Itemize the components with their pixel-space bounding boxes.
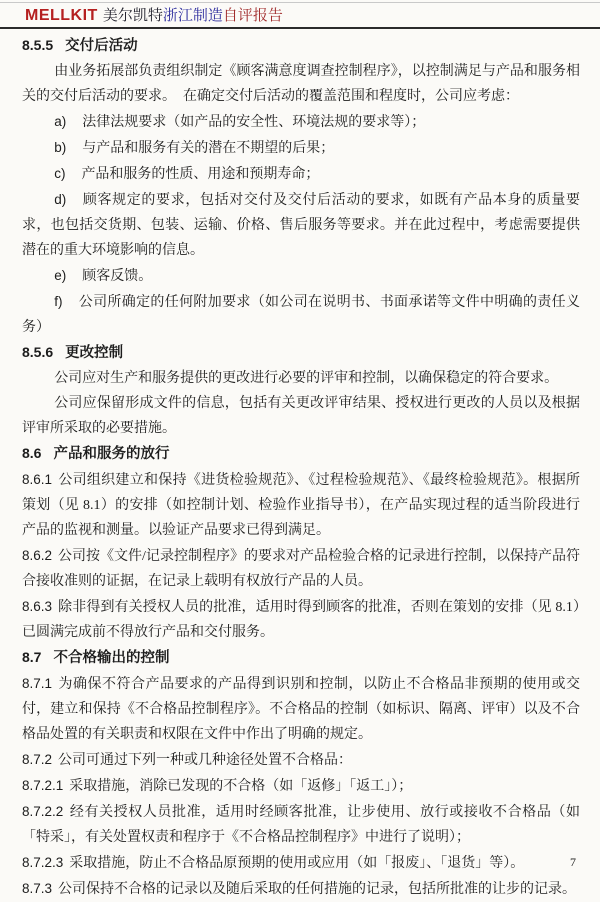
list-item-label: e) (54, 268, 67, 283)
list-item (22, 187, 580, 263)
clause-paragraph (22, 543, 580, 594)
list-item (22, 135, 580, 161)
list-item (22, 289, 580, 340)
clause-number: 8.6.2 (22, 548, 53, 563)
clause-number: 8.7.1 (22, 676, 53, 691)
list-item-label: f) (54, 294, 63, 309)
section-title: 产品和服务的放行 (53, 446, 170, 462)
body-paragraph: 公司应保留形成文件的信息，包括有关更改评审结果、授权进行更改的人员以及根据评审所采取的必要措施。 (22, 396, 580, 436)
document-header (25, 6, 600, 26)
section-heading (22, 645, 580, 671)
clause-text: 为确保不符合产品要求的产品得到识别和控制，以防止不合格品非预期的使用或交付，建立和保持《不合格品控制程序》。不合格品的控制（如标识、隔离、评审）以及不合格品处置的有关职责和权限在文件中作出了明确的规定。 (22, 677, 580, 742)
clause-number: 8.7.2 (22, 752, 53, 767)
list-item-text: 公司所确定的任何附加要求（如公司在说明书、书面承诺等文件中明确的责任义务） (22, 295, 580, 335)
header-divider (0, 27, 600, 29)
clause-number: 8.7.3 (22, 881, 53, 896)
section-number: 8.5.6 (22, 344, 54, 360)
clause-paragraph (22, 467, 580, 543)
list-item-text: 顾客规定的要求，包括对交付及交付后活动的要求，如既有产品本身的质量要求，也包括交货期、包装、运输、价格、售后服务等要求。并在此过程中，考虑需要提供潜在的重大环境影响的信息。 (22, 193, 580, 258)
clause-text: 采取措施，消除已发现的不合格（如「返修」「返工」）； (69, 779, 413, 794)
clause-text: 公司组织建立和保持《进货检验规范》、《过程检验规范》、《最终检验规范》。根据所策划（见 8.1）的安排（如控制计划、检验作业指导书），在产品实现过程的适当阶段进行产品的监视和测量。以验证产品要求已得到满足。 (22, 473, 580, 538)
body-paragraph: 公司应对生产和服务提供的更改进行必要的评审和控制，以确保稳定的符合要求。 (54, 371, 559, 386)
scan-top-edge (0, 2, 600, 3)
clause-paragraph (22, 876, 580, 902)
clause-text: 除非得到有关授权人员的批准，适用时得到顾客的批准，否则在策划的安排（见 8.1）已圆满完成前不得放行产品和交付服务。 (22, 600, 580, 640)
section-title: 交付后活动 (65, 38, 138, 54)
list-item-label: a) (54, 114, 67, 129)
clause-text: 公司按《文件/记录控制程序》的要求对产品检验合格的记录进行控制，以保持产品符合接收准则的证据，在记录上载明有权放行产品的人员。 (22, 549, 580, 589)
section-number: 8.7 (22, 649, 42, 665)
clause-number: 8.6.3 (22, 599, 53, 614)
section-number: 8.5.5 (22, 37, 54, 53)
brand-logo-text: MELLKIT (25, 7, 98, 24)
list-item-text: 法律法规要求（如产品的安全性、环境法规的要求等）； (82, 115, 426, 130)
clause-paragraph (22, 773, 580, 799)
report-title-red: 自评报告 (222, 8, 283, 24)
report-title-blue: 浙江制造 (162, 8, 223, 24)
document-body (22, 33, 580, 902)
body-paragraph: 由业务拓展部负责组织制定《顾客满意度调查控制程序》，以控制满足与产品和服务相关的交付后活动的要求。 在确定交付后活动的覆盖范围和程度时，公司应考虑： (22, 64, 580, 104)
clause-text: 公司保持不合格的记录以及随后采取的任何措施的记录，包括所批准的让步的记录。 (58, 882, 577, 897)
company-name: 美尔凯特 (102, 8, 163, 24)
clause-paragraph (22, 594, 580, 645)
section-heading (22, 33, 580, 59)
list-item-text: 顾客反馈。 (82, 269, 153, 284)
list-item-label: b) (54, 140, 67, 155)
section-title: 不合格输出的控制 (53, 650, 170, 666)
clause-paragraph (22, 671, 580, 747)
page-number: 7 (570, 855, 576, 869)
clause-number: 8.6.1 (22, 472, 53, 487)
section-heading (22, 441, 580, 467)
list-item-text: 产品和服务的性质、用途和预期寿命； (81, 167, 320, 182)
clause-paragraph (22, 850, 580, 876)
clause-paragraph (22, 799, 580, 850)
list-item (22, 109, 580, 135)
section-heading (22, 340, 580, 366)
clause-text: 经有关授权人员批准，适用时经顾客批准，让步使用、放行或接收不合格品（如「特采」，有关处置权责和程序于《不合格品控制程序》中进行了说明）； (22, 805, 580, 845)
list-item-text: 与产品和服务有关的潜在不期望的后果； (82, 141, 335, 156)
clause-text: 采取措施，防止不合格品原预期的使用或应用（如「报废」、「退货」等）。 (69, 856, 525, 871)
list-item (22, 161, 580, 187)
clause-number: 8.7.2.2 (22, 804, 64, 819)
section-number: 8.6 (22, 445, 42, 461)
list-item (22, 263, 580, 289)
clause-text: 公司可通过下列一种或几种途径处置不合格品： (58, 753, 353, 768)
list-item-label: c) (54, 166, 66, 181)
clause-paragraph (22, 747, 580, 773)
clause-number: 8.7.2.1 (22, 778, 64, 793)
clause-number: 8.7.2.3 (22, 855, 64, 870)
section-title: 更改控制 (65, 345, 124, 361)
list-item-label: d) (54, 192, 67, 207)
